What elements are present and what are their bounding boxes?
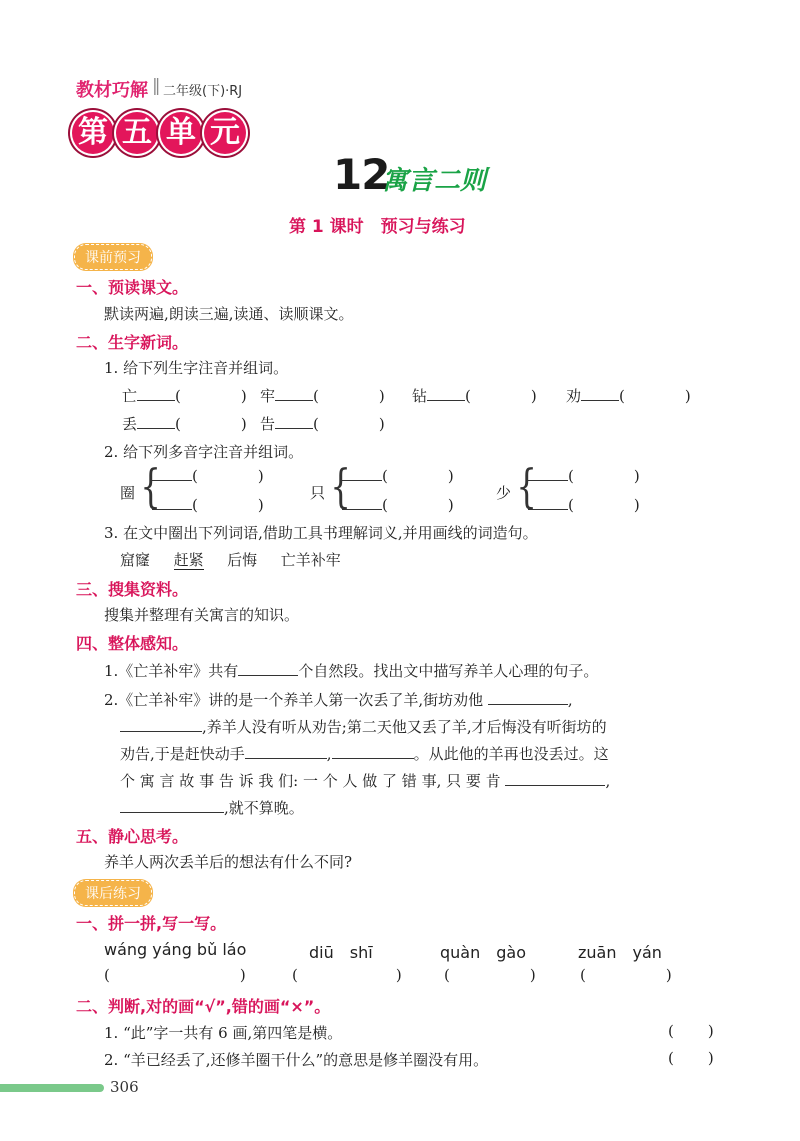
char-item: 亡 ( ) <box>122 387 247 405</box>
poly-blank: ( ) <box>342 466 454 485</box>
question-text: 1. 给下列生字注音并组词。 <box>104 359 289 377</box>
answer-box[interactable]: ( ) <box>104 966 246 984</box>
poly-char: 圈 <box>120 484 136 502</box>
grade-label: 二年级(下)·RJ <box>163 84 243 99</box>
answer-box[interactable]: ( ) <box>668 1049 714 1067</box>
section-title: 三、搜集资料。 <box>76 580 189 599</box>
char-item: 告 ( ) <box>260 415 385 433</box>
brace: { <box>330 459 351 513</box>
section-text: 搜集并整理有关寓言的知识。 <box>104 606 300 624</box>
brace: { <box>140 459 161 513</box>
pre-class-tag: 课前预习 <box>74 244 152 270</box>
section-title: 一、拼一拼,写一写。 <box>76 914 227 933</box>
underlined-word: 赶紧 <box>173 551 204 569</box>
paragraph-line: ,养羊人没有听从劝告;第二天他又丢了羊,才后悔没有听街坊的 <box>120 716 607 737</box>
paragraph-line: ,就不算晚。 <box>120 797 304 818</box>
poly-char: 少 <box>496 484 512 502</box>
paragraph-line: 2.《亡羊补牢》讲的是一个养羊人第一次丢了羊,街坊劝他 , <box>104 691 573 709</box>
pinyin-text: quàn gào <box>440 943 526 962</box>
unit-char: 五 <box>116 112 158 154</box>
brace: { <box>516 459 537 513</box>
answer-box[interactable]: ( ) <box>444 966 536 984</box>
judge-item: 1. “此”字一共有 6 画,第四笔是横。 <box>104 1024 343 1042</box>
char-item: 钻 ( ) <box>412 387 537 405</box>
page-number: 306 <box>110 1078 139 1096</box>
poly-blank: ( ) <box>152 495 264 514</box>
poly-blank: ( ) <box>528 466 640 485</box>
unit-char: 第 <box>72 112 114 154</box>
paragraph-line: 劝告,于是赶快动手 , 。从此他的羊再也没丢过。这 <box>120 745 609 763</box>
pinyin-text: diū shī <box>309 943 373 962</box>
section-title: 五、静心思考。 <box>76 827 189 846</box>
char-item: 劝 ( ) <box>566 387 691 405</box>
series-brand: 教材巧解 <box>76 80 148 101</box>
char-item: 牢 ( ) <box>260 387 385 405</box>
unit-char: 元 <box>204 112 246 154</box>
section-title: 二、生字新词。 <box>76 333 189 352</box>
poly-blank: ( ) <box>342 495 454 514</box>
footer-bar <box>0 1084 104 1092</box>
section-title: 一、预读课文。 <box>76 278 189 297</box>
poly-blank: ( ) <box>152 466 264 485</box>
question-text: 3. 在文中圈出下列词语,借助工具书理解词义,并用画线的词造句。 <box>104 524 538 542</box>
poly-blank: ( ) <box>528 495 640 514</box>
judge-item: 2. “羊已经丢了,还修羊圈干什么”的意思是修羊圈没有用。 <box>104 1051 489 1069</box>
answer-box[interactable]: ( ) <box>580 966 672 984</box>
unit-char: 单 <box>160 112 202 154</box>
period-title: 第 1 课时 预习与练习 <box>289 217 466 237</box>
paragraph-line: 个 寓 言 故 事 告 诉 我 们: 一 个 人 做 了 错 事, 只 要 肯 , <box>120 772 611 790</box>
pinyin-text: zuān yán <box>578 943 662 962</box>
section-text: 养羊人两次丢羊后的想法有什么不同? <box>104 853 353 871</box>
header-separator: ‖ <box>152 76 161 96</box>
question-text: 2. 给下列多音字注音并组词。 <box>104 443 304 461</box>
section-text: 默读两遍,朗读三遍,读通、读顺课文。 <box>104 305 354 323</box>
section-title: 四、整体感知。 <box>76 634 189 653</box>
char-item: 丢 ( ) <box>122 415 247 433</box>
answer-box[interactable]: ( ) <box>668 1022 714 1040</box>
answer-box[interactable]: ( ) <box>292 966 402 984</box>
lesson-number: 12 <box>333 150 390 199</box>
pinyin-text: wáng yáng bǔ láo <box>104 940 247 959</box>
lesson-title: 寓言二则 <box>382 166 487 196</box>
word-list: 窟窿 赶紧 后悔 亡羊补牢 <box>120 551 341 569</box>
post-class-tag: 课后练习 <box>74 880 152 906</box>
poly-char: 只 <box>310 484 326 502</box>
paragraph-line: 1.《亡羊补牢》共有 个自然段。找出文中描写养羊人心理的句子。 <box>104 662 599 680</box>
section-title: 二、判断,对的画“√”,错的画“×”。 <box>76 997 331 1016</box>
unit-title <box>72 112 246 154</box>
